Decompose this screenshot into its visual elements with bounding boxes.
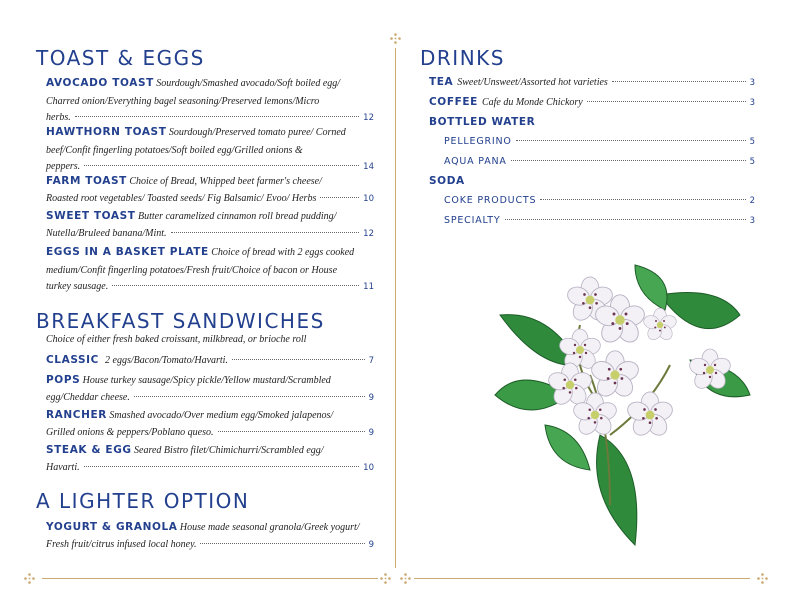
item-desc-end: Havarti.: [46, 461, 80, 473]
diamond-ornament-icon: [24, 573, 35, 584]
drink-coke-products: [444, 195, 755, 206]
drink-price: 5: [749, 157, 755, 167]
drink-name: COFFEE: [429, 96, 478, 108]
menu-item-sweet-toast: [46, 208, 374, 242]
menu-item-eggs-in-basket: [46, 244, 374, 296]
item-price: 11: [363, 282, 374, 292]
item-desc: Sourdough/Preserved tomato puree/ Corned beef/Confit fingerling potatoes/Soft boiled egg/Grilled onions &: [46, 127, 346, 156]
drink-specialty: [444, 215, 755, 226]
item-name: SWEET TOAST: [46, 210, 136, 222]
item-price: 9: [368, 539, 374, 550]
item-price: 7: [368, 356, 374, 366]
item-name: POPS: [46, 374, 81, 386]
item-desc-end: peppers.: [46, 161, 81, 172]
item-name: CLASSIC: [46, 354, 99, 366]
menu-item-farm-toast: [46, 173, 374, 207]
diamond-ornament-icon: [400, 573, 411, 584]
item-price: 9: [368, 427, 374, 438]
menu-item-steak-egg: [46, 442, 374, 476]
item-price: 9: [368, 392, 374, 403]
diamond-ornament-icon: [380, 573, 391, 584]
menu-item-yogurt-granola: [46, 519, 374, 553]
item-price: 12: [363, 228, 374, 239]
section-title-toast: TOAST & EGGS: [36, 46, 205, 70]
item-desc-end: Nutella/Bruleed banana/Mint.: [46, 227, 167, 239]
hawthorn-flower-illustration: [460, 255, 760, 555]
drink-price: 2: [749, 196, 755, 206]
item-desc: Choice of bread with 2 eggs cooked medium/Confit fingerling potatoes/Fresh fruit/Choice of bacon or House: [46, 247, 355, 276]
item-name: FARM TOAST: [46, 175, 127, 187]
item-price: 14: [363, 162, 374, 172]
drink-price: 3: [749, 78, 755, 88]
item-desc: Smashed avocado/Over medium egg/Smoked jalapenos/: [109, 410, 334, 421]
drink-name: PELLEGRINO: [444, 136, 512, 147]
item-desc-end: 2 eggs/Bacon/Tomato/Havarti.: [105, 355, 228, 366]
drink-name: BOTTLED WATER: [429, 116, 536, 128]
drink-aqua-pana: [444, 156, 755, 167]
item-desc: Choice of Bread, Whipped beet farmer's cheese/: [129, 176, 322, 187]
item-price: 12: [363, 113, 374, 123]
section-title-drinks: DRINKS: [420, 46, 505, 70]
section-intro: Choice of either fresh baked croissant, milkbread, or brioche roll: [46, 334, 307, 345]
item-name: HAWTHORN TOAST: [46, 126, 167, 138]
item-desc-end: egg/Cheddar cheese.: [46, 391, 130, 403]
item-name: EGGS IN A BASKET PLATE: [46, 246, 209, 258]
item-name: RANCHER: [46, 409, 107, 421]
drink-price: 3: [749, 98, 755, 108]
item-desc-end: turkey sausage.: [46, 281, 109, 292]
bottom-rule-right: [414, 578, 750, 579]
section-title-lighter: A LIGHTER OPTION: [36, 489, 250, 513]
drink-bottled-water: [429, 116, 535, 128]
drink-soda: [429, 175, 465, 187]
menu-item-pops: [46, 372, 374, 406]
drink-name: SODA: [429, 175, 465, 187]
drink-name: TEA: [429, 76, 454, 88]
item-desc: House made seasonal granola/Greek yogurt/: [179, 522, 360, 533]
drink-price: 5: [749, 137, 755, 147]
drink-price: 3: [749, 216, 755, 226]
drink-name: AQUA PANA: [444, 156, 507, 167]
drink-desc: Sweet/Unsweet/Assorted hot varieties: [457, 77, 608, 88]
item-price: 10: [363, 462, 374, 473]
item-desc: Seared Bistro filet/Chimichurri/Scrambled egg/: [134, 445, 324, 456]
drink-coffee: [429, 96, 755, 108]
item-desc: Butter caramelized cinnamon roll bread pudding/: [137, 211, 337, 222]
item-desc: Sourdough/Smashed avocado/Soft boiled egg/ Charred onion/Everything bagel seasoning/Preserved lemons/Micro: [46, 78, 341, 107]
diamond-ornament-icon: [757, 573, 768, 584]
drink-pellegrino: [444, 136, 755, 147]
item-name: YOGURT & GRANOLA: [46, 521, 178, 533]
drink-desc: Cafe du Monde Chickory: [481, 97, 583, 108]
drink-name: SPECIALTY: [444, 215, 501, 226]
item-desc-end: Fresh fruit/citrus infused local honey.: [46, 538, 197, 550]
item-name: AVOCADO TOAST: [46, 77, 154, 89]
menu-item-avocado-toast: [46, 75, 374, 127]
drink-tea: [429, 76, 755, 88]
item-name: STEAK & EGG: [46, 444, 132, 456]
item-desc: House turkey sausage/Spicy pickle/Yellow mustard/Scrambled: [82, 375, 331, 386]
bottom-rule-left: [42, 578, 378, 579]
item-desc-end: Roasted root vegetables/ Toasted seeds/ Fig Balsamic/ Evoo/ Herbs: [46, 192, 317, 204]
diamond-ornament-icon: [390, 33, 401, 44]
center-divider: [395, 48, 396, 568]
menu-item-classic: [46, 352, 374, 370]
menu-item-rancher: [46, 407, 374, 441]
item-desc-end: Grilled onions & peppers/Poblano queso.: [46, 426, 214, 438]
section-title-sandwiches: BREAKFAST SANDWICHES: [36, 309, 325, 333]
menu-item-hawthorn-toast: [46, 124, 374, 176]
drink-name: COKE PRODUCTS: [444, 195, 537, 206]
item-price: 10: [363, 193, 374, 204]
item-desc-end: herbs.: [46, 112, 71, 123]
